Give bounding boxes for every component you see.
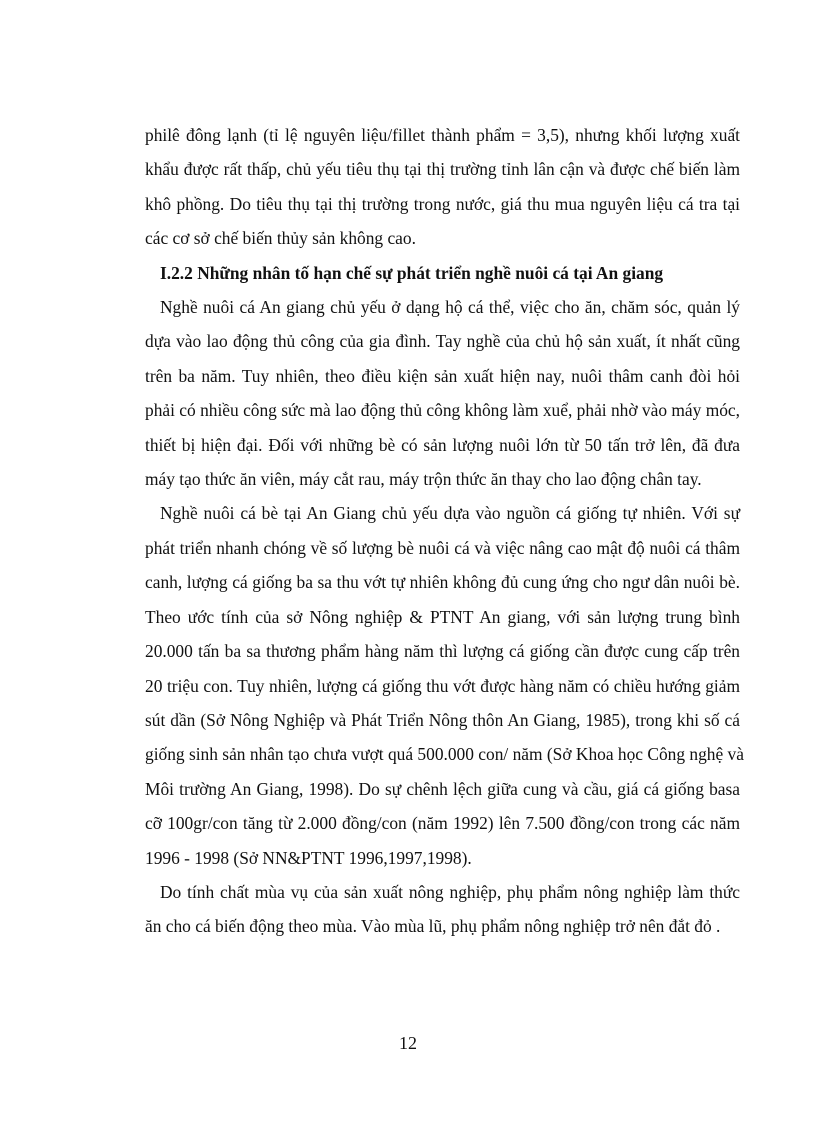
paragraph-line: 1996 - 1998 (Sở NN&PTNT 1996,1997,1998). bbox=[145, 847, 472, 868]
paragraph-line: các cơ sở chế biến thủy sản không cao. bbox=[145, 228, 416, 249]
paragraph-line: canh, lượng cá giống ba sa thu vớt tự nhiên không đủ cung ứng cho ngư dân nuôi bè. bbox=[145, 572, 740, 593]
paragraph-line: ăn cho cá biến động theo mùa. Vào mùa lũ, phụ phẩm nông nghiệp trở nên đắt đỏ . bbox=[145, 916, 721, 937]
paragraph-line: khô phồng. Do tiêu thụ tại thị trường trong nước, giá thu mua nguyên liệu cá tra tại bbox=[145, 193, 740, 214]
paragraph-line: cỡ 100gr/con tăng từ 2.000 đồng/con (năm 1992) lên 7.500 đồng/con trong các năm bbox=[145, 813, 740, 834]
paragraph-line: Nghề nuôi cá An giang chủ yếu ở dạng hộ cá thể, việc cho ăn, chăm sóc, quản lý bbox=[160, 297, 740, 318]
paragraph-household-farming bbox=[145, 290, 740, 496]
page-content bbox=[145, 118, 744, 944]
paragraph-line: sút dần (Sở Nông Nghiệp và Phát Triển Nông thôn An Giang, 1985), trong khi số cá bbox=[145, 709, 740, 730]
paragraph-line: máy tạo thức ăn viên, máy cắt rau, máy trộn thức ăn thay cho lao động chân tay. bbox=[145, 469, 702, 490]
paragraph-line: Môi trường An Giang, 1998). Do sự chênh lệch giữa cung và cầu, giá cá giống basa bbox=[145, 778, 740, 799]
paragraph-line: dựa vào lao động thủ công của gia đình. Tay nghề của chủ hộ sản xuất, ít nhất cũng bbox=[145, 331, 740, 352]
paragraph-line: giống sinh sản nhân tạo chưa vượt quá 500.000 con/ năm (Sở Khoa học Công nghệ và bbox=[145, 744, 744, 765]
paragraph-line: phát triển nhanh chóng về số lượng bè nuôi cá và việc nâng cao mật độ nuôi cá thâm bbox=[145, 537, 740, 558]
paragraph-line: philê đông lạnh (tỉ lệ nguyên liệu/fillet thành phẩm = 3,5), nhưng khối lượng xuất bbox=[145, 125, 740, 145]
paragraph-line: Nghề nuôi cá bè tại An Giang chủ yếu dựa vào nguồn cá giống tự nhiên. Với sự bbox=[160, 503, 740, 524]
paragraph-line: 20 triệu con. Tuy nhiên, lượng cá giống thu vớt được hàng năm có chiều hướng giảm bbox=[145, 675, 740, 696]
paragraph-line: khẩu được rất thấp, chủ yếu tiêu thụ tại thị trường tỉnh lân cận và được chế biến làm bbox=[145, 159, 740, 180]
paragraph-line: trên ba năm. Tuy nhiên, theo điều kiện sản xuất hiện nay, nuôi thâm canh đòi hỏi bbox=[145, 365, 740, 386]
section-heading: I.2.2 Những nhân tố hạn chế sự phát triển nghề nuôi cá tại An giang bbox=[160, 262, 664, 283]
page-number: 12 bbox=[399, 1033, 417, 1053]
paragraph-line: thiết bị hiện đại. Đối với những bè có sản lượng nuôi lớn từ 50 tấn trở lên, đã đưa bbox=[145, 434, 740, 455]
paragraph-seasonal-feed bbox=[145, 875, 740, 944]
paragraph-line: Theo ước tính của sở Nông nghiệp & PTNT An giang, với sản lượng trung bình bbox=[145, 606, 740, 627]
paragraph-line: 20.000 tấn ba sa thương phẩm hàng năm thì lượng cá giống cần được cung cấp trên bbox=[145, 641, 740, 662]
paragraph-fillet-processing bbox=[145, 118, 740, 256]
paragraph-line: Do tính chất mùa vụ của sản xuất nông nghiệp, phụ phẩm nông nghiệp làm thức bbox=[160, 881, 740, 902]
paragraph-fingerling-supply bbox=[145, 496, 744, 874]
paragraph-line: phải có nhiều công sức mà lao động thủ công không làm xuể, phải nhờ vào máy móc, bbox=[145, 400, 740, 421]
